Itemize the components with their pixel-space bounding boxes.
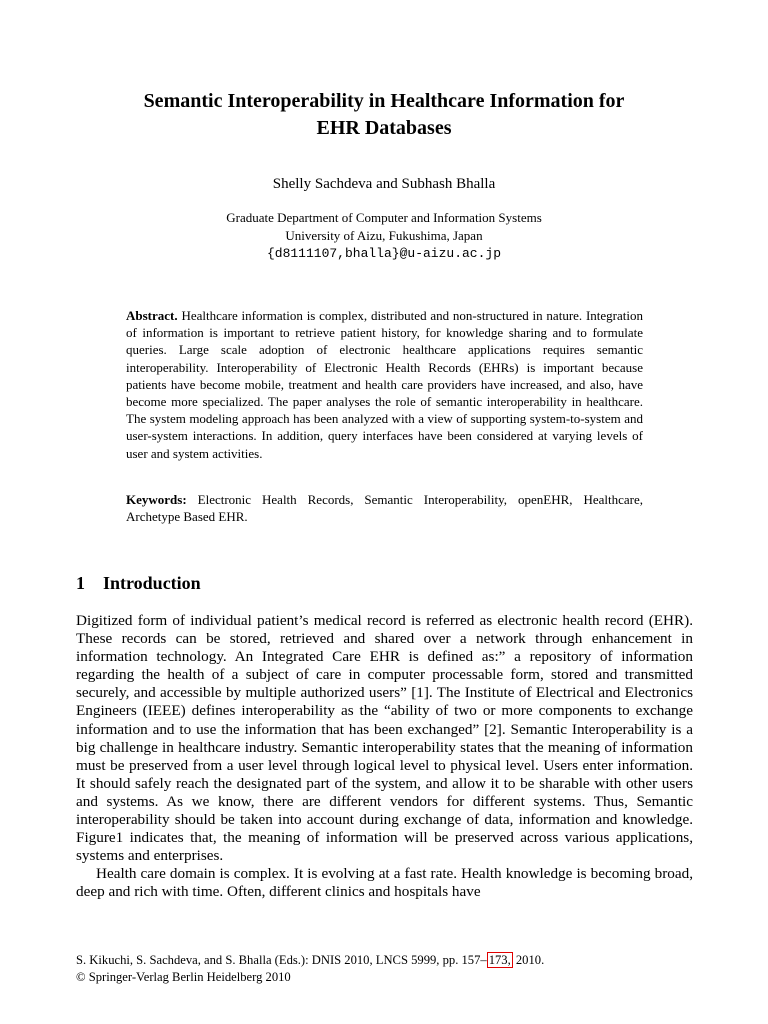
abstract — [126, 307, 643, 462]
author-email: {d8111107,bhalla}@u-aizu.ac.jp — [266, 246, 502, 261]
section-number: 1 — [76, 573, 85, 593]
section-heading — [76, 572, 201, 594]
citation-text: S. Kikuchi, S. Sachdeva, and S. Bhalla (Eds.): DNIS 2010, LNCS 5999, pp. 157– — [76, 953, 487, 967]
paper-title — [60, 88, 708, 142]
copyright-line: © Springer-Verlag Berlin Heidelberg 2010 — [76, 970, 291, 984]
keywords-label: Keywords: — [126, 492, 187, 507]
body-text — [76, 612, 693, 902]
paragraph: Health care domain is complex. It is evolving at a fast rate. Health knowledge is becoming broad, deep and rich with time. Often, different clinics and hospitals have — [76, 865, 693, 901]
section-title: Introduction — [103, 573, 201, 593]
title-line-1: Semantic Interoperability in Healthcare Information for — [143, 90, 625, 112]
keywords-text: Electronic Health Records, Semantic Interoperability, openEHR, Healthcare, Archetype Based EHR. — [126, 492, 644, 525]
citation-line — [76, 952, 693, 969]
abstract-text: Healthcare information is complex, distributed and non-structured in nature. Integration of information is important to retrieve patient history, for knowledge sharing and to formulate queries. Large scale adoption of electronic healthcare applications requires semantic interoperability. Interoperability of Electronic Health Records (EHRs) is important because patients have become mobile, treatment and health care providers have increased, and also, have become more specialized. The paper analyses the role of semantic interoperability in healthcare. The system modeling approach has been analyzed with a view of supporting system-to-system and user-system interactions. In addition, query interfaces have been considered at varying levels of user and system activities. — [126, 308, 643, 461]
affiliation — [60, 209, 708, 263]
footer-citation — [76, 952, 693, 986]
citation-year: 2010. — [512, 953, 545, 967]
abstract-label: Abstract. — [126, 308, 178, 323]
page-range-link[interactable]: 173, — [488, 953, 511, 967]
paragraph: Digitized form of individual patient’s medical record is referred as electronic health record (EHR). These records can be stored, retrieved and shared over a network through enhancement in information technology. An Integrated Care EHR is defined as:” a repository of information regarding the health of a subject of care in computer processable form, stored and transmitted securely, and accessible by multiple authorized users” [1]. The Institute of Electrical and Electronics Engineers (IEEE) defines interoperability as the “ability of two or more components to exchange information and to use the information that has been exchanged” [2]. Semantic Interoperability is a big challenge in healthcare industry. Semantic interoperability states that the meaning of information must be preserved from a user level through logical level to physical level. Users enter information. It should safely reach the designated part of the system, and allow it to be sharable with other users and systems. As we know, there are different vendors for different systems. Thus, Semantic interoperability should be taken into account during exchange of data, information and knowledge. Figure1 indicates that, the meaning of information will be preserved across various applications, systems and enterprises. — [76, 612, 693, 865]
affiliation-university: University of Aizu, Fukushima, Japan — [285, 228, 483, 243]
keywords — [126, 491, 643, 525]
authors: Shelly Sachdeva and Subhash Bhalla — [272, 176, 496, 192]
title-line-2: EHR Databases — [316, 117, 452, 139]
affiliation-department: Graduate Department of Computer and Information Systems — [226, 210, 542, 225]
